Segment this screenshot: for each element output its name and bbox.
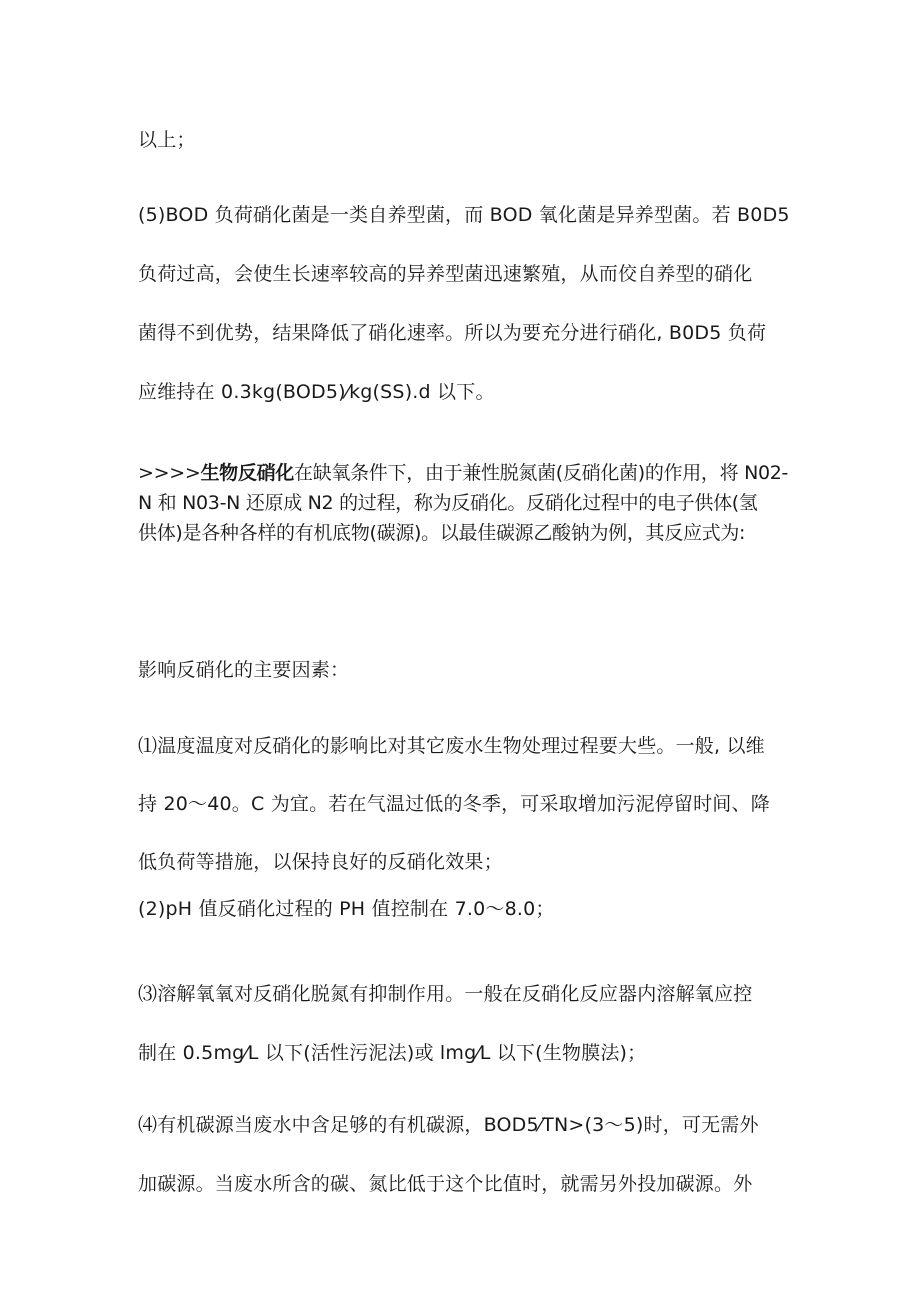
denitrification-paragraph <box>138 458 788 548</box>
paragraph-line: ⑷有机碳源当废水中含足够的有机碳源，BOD5⁄TN>(3～5)时，可无需外 <box>138 1114 759 1136</box>
factors-heading <box>138 650 788 690</box>
arrow-prefix: >>>> <box>138 462 201 484</box>
paragraph-line: 加碳源。当废水所含的碳、氮比低于这个比值时，就需另外投加碳源。外 <box>138 1173 753 1195</box>
paragraph-line: (2)pH 值反硝化过程的 PH 值控制在 7.0～8.0； <box>138 898 555 920</box>
paragraph-line: 供体)是各种各样的有机底物(碳源)。以最佳碳源乙酸钠为例，其反应式为: <box>138 522 746 544</box>
denitrification-term: 生物反硝化 <box>200 462 294 484</box>
ph-paragraph <box>138 889 788 929</box>
paragraph-line: (5)BOD 负荷硝化菌是一类自养型菌，而 BOD 氧化菌是异养型菌。若 B0D5 <box>138 204 790 226</box>
paragraph-line: 持 20～40。C 为宜。若在气温过低的冬季，可采取增加污泥停留时间、降 <box>138 793 770 815</box>
line-text: 在缺氧条件下，由于兼性脱氮菌(反硝化菌)的作用，将 N02- <box>294 462 789 484</box>
continuation-paragraph <box>138 120 788 160</box>
paragraph-line: 应维持在 0.3kg(BOD5)⁄kg(SS).d 以下。 <box>138 381 495 403</box>
paragraph-line: ⑴温度温度对反硝化的影响比对其它废水生物处理过程要大些。一般, 以维 <box>138 735 765 757</box>
carbon-source-paragraph <box>138 1096 788 1214</box>
paragraph-line: 低负荷等措施，以保持良好的反硝化效果； <box>138 851 503 873</box>
paragraph-line: 菌得不到优势，结果降低了硝化速率。所以为要充分进行硝化, B0D5 负荷 <box>138 322 767 344</box>
temperature-paragraph <box>138 717 788 891</box>
heading-text: 影响反硝化的主要因素： <box>138 659 350 681</box>
paragraph-line: 以上； <box>138 129 196 151</box>
dissolved-oxygen-paragraph <box>138 965 788 1083</box>
bod-load-paragraph <box>138 186 788 422</box>
paragraph-line: 制在 0.5mg⁄L 以下(活性污泥法)或 lmg⁄L 以下(生物膜法)； <box>138 1042 647 1064</box>
paragraph-line: 负荷过高，会使生长速率较高的异养型菌迅速繁殖，从而佼自养型的硝化 <box>138 263 753 285</box>
paragraph-line: ⑶溶解氧氧对反硝化脱氮有抑制作用。一般在反硝化反应器内溶解氧应控 <box>138 983 753 1005</box>
paragraph-line: N 和 N03-N 还原成 N2 的过程，称为反硝化。反硝化过程中的电子供体(氢 <box>138 492 758 514</box>
paragraph-line <box>138 458 788 488</box>
